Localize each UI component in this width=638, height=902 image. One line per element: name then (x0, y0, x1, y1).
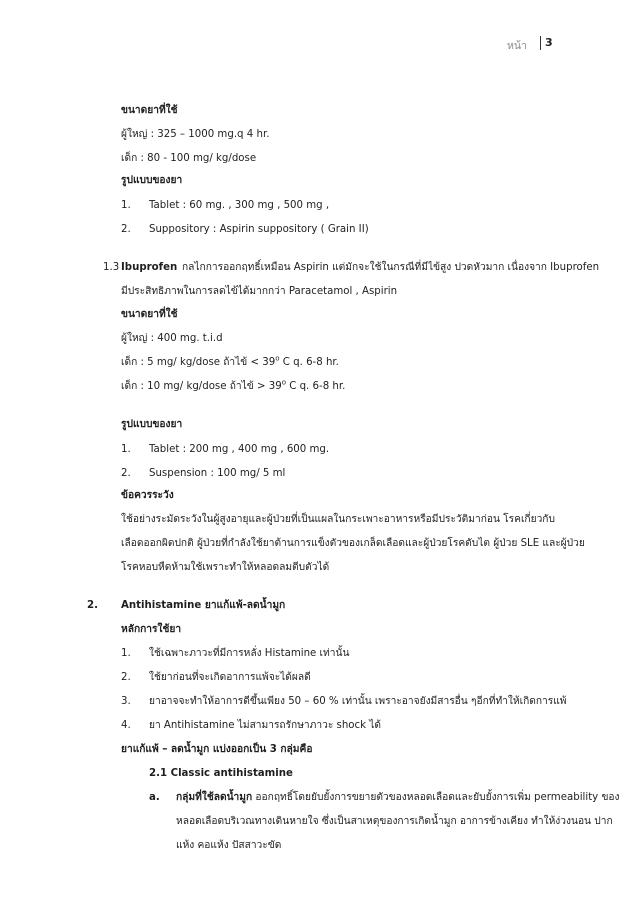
groups-heading: ยาแก้แพ้ – ลดน้ำมูก แบ่งออกเป็น 3 กลุ่มคือ (121, 744, 313, 755)
list-number: 1. (121, 200, 131, 211)
caution-text: ใช้อย่างระมัดระวังในผู้สูงอายุและผู้ป่วยที่เป็นแผลในกระเพาะอาหารหรือมีประวัติมาก่อน โรคเกี่ยวกับ (121, 514, 555, 525)
section-title: Antihistamine ยาแก้แพ้-ลดน้ำมูก (121, 600, 286, 611)
group-a-text: กลุ่มที่ใช้ลดน้ำมูก ออกฤทธิ์โดยยับยั้งการขยายตัวของหลอดเลือดและยับยั้งการเพิ่ม permeability ของ (176, 792, 620, 803)
list-item: ยาอาจจะทำให้อาการดีขึ้นเพียง 50 – 60 % เท่านั้น เพราะอาจยังมีสารอื่น ๆอีกที่ทำให้เกิดการแพ้ (149, 696, 567, 707)
adult-dose: ผู้ใหญ่ : 400 mg. t.i.d (121, 333, 223, 344)
list-item: ยา Antihistamine ไม่สามารถรักษาภาวะ shock ได้ (149, 720, 381, 731)
adult-dose: ผู้ใหญ่ : 325 – 1000 mg.q 4 hr. (121, 129, 270, 140)
form-item: Tablet : 60 mg. , 300 mg , 500 mg , (149, 200, 330, 211)
child-dose: เด็ก : 10 mg/ kg/dose ถ้าไข้ > $39^o$ C q. 6-8 hr. (121, 378, 346, 392)
list-number: 1. (121, 444, 131, 455)
header-divider (540, 36, 541, 50)
subsection-heading: 2.1 Classic antihistamine (149, 768, 293, 779)
form-heading: รูปแบบของยา (121, 419, 183, 430)
caution-text: เลือดออกผิดปกติ ผู้ป่วยที่กำลังใช้ยาต้านการแข็งตัวของเกล็ดเลือดและผู้ป่วยโรคตับไต ผู้ป่วย SLE และผู้ป่วย (121, 538, 585, 549)
drug-description: กลไกการออกฤทธิ์เหมือน Aspirin แต่มักจะใช้ในกรณีที่มีไข้สูง ปวดหัวมาก เนื่องจาก Ibuprofen (182, 262, 600, 273)
page-label: หน้า (507, 40, 527, 52)
drug-description: มีประสิทธิภาพในการลดไข้ได้มากกว่า Paracetamol , Aspirin (121, 286, 398, 297)
caution-text: โรคหอบหืดห้ามใช้เพราะทำให้หลอดลมตีบตัวได้ (121, 562, 330, 573)
section-number: 1.3 (103, 262, 120, 273)
form-item: Suspension : 100 mg/ 5 ml (149, 468, 286, 479)
form-item: Tablet : 200 mg , 400 mg , 600 mg. (149, 444, 330, 455)
dose-heading: ขนาดยาที่ใช้ (121, 105, 178, 116)
group-letter: a. (149, 792, 160, 803)
list-item: ใช้เฉพาะภาวะที่มีการหลั่ง Histamine เท่านั้น (149, 648, 350, 659)
list-number: 2. (121, 224, 131, 235)
list-number: 1. (121, 648, 131, 659)
child-dose: เด็ก : 80 - 100 mg/ kg/dose (121, 153, 257, 164)
list-number: 2. (121, 468, 131, 479)
dose-heading: ขนาดยาที่ใช้ (121, 309, 178, 320)
section-number: 2. (87, 600, 98, 611)
principle-heading: หลักการใช้ยา (121, 624, 182, 635)
form-heading: รูปแบบของยา (121, 175, 183, 186)
list-number: 2. (121, 672, 131, 683)
drug-name: Ibuprofen (121, 262, 178, 273)
page-number: 3 (545, 36, 553, 49)
list-item: ใช้ยาก่อนที่จะเกิดอาการแพ้จะได้ผลดี (149, 672, 311, 683)
caution-heading: ข้อควรระวัง (121, 490, 174, 501)
group-a-text: แห้ง คอแห้ง ปัสสาวะขัด (176, 840, 282, 851)
list-number: 3. (121, 696, 131, 707)
form-item: Suppository : Aspirin suppository ( Grain II) (149, 224, 369, 235)
group-a-text: หลอดเลือดบริเวณทางเดินหายใจ ซึ่งเป็นสาเหตุของการเกิดน้ำมูก อาการข้างเคียง ทำให้ง่วงนอน ปาก (176, 816, 613, 827)
list-number: 4. (121, 720, 131, 731)
child-dose: เด็ก : 5 mg/ kg/dose ถ้าไข้ < $39^o$ C q. 6-8 hr. (121, 354, 339, 368)
